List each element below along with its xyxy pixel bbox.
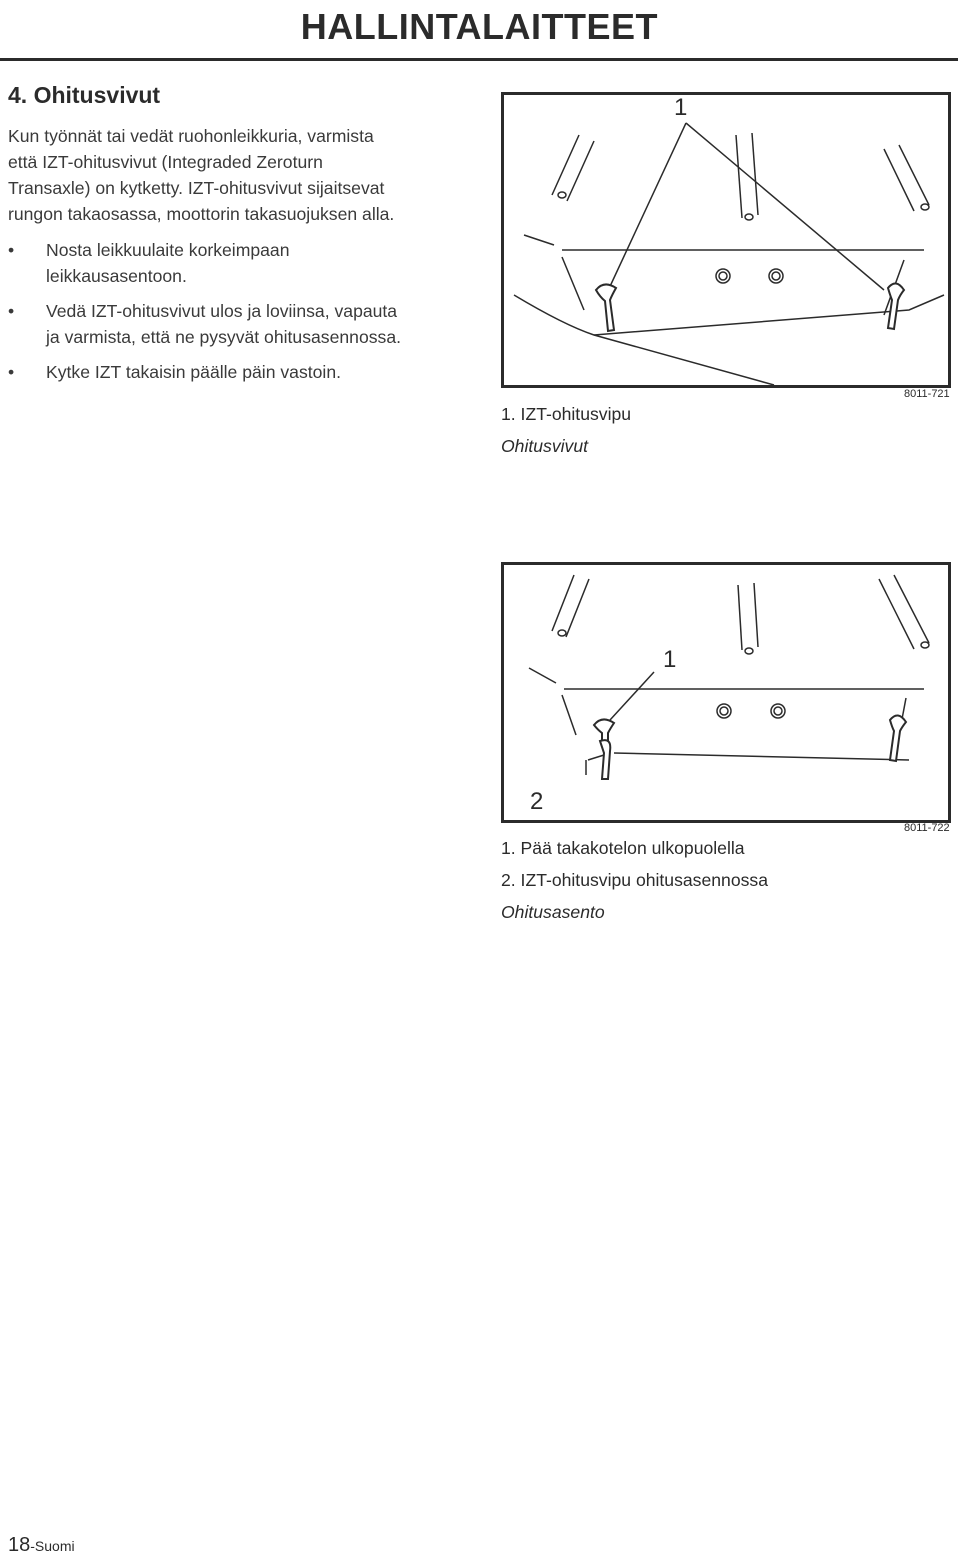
instruction-list	[8, 237, 403, 385]
mower-frame-drawing	[504, 565, 948, 820]
instruction-item	[8, 298, 403, 350]
figure-code: 8011-722	[904, 822, 950, 834]
bypass-lever-icon	[596, 283, 904, 331]
figure-caption: Ohitusvivut	[501, 436, 589, 456]
bullet-icon: •	[8, 362, 15, 382]
page-footer	[8, 1534, 75, 1557]
footer-language: -Suomi	[30, 1538, 75, 1554]
instructions-column	[8, 82, 403, 394]
page-number: 18	[8, 1534, 31, 1556]
bypass-position-illustration	[501, 562, 951, 823]
figure-code: 8011-721	[904, 388, 950, 400]
figure-legend: 2. IZT-ohitusvipu ohitusasennossa	[501, 870, 768, 890]
header-rule	[0, 58, 958, 61]
instruction-text: Kytke IZT takaisin päälle päin vastoin.	[46, 362, 342, 382]
instruction-item	[8, 237, 403, 289]
bullet-icon: •	[8, 301, 15, 321]
figure-legend: 1. Pää takakotelon ulkopuolella	[501, 838, 745, 858]
instruction-text: Nosta leikkuulaite korkeimpaan leikkausasentoon.	[46, 240, 290, 286]
callout-number: 1	[663, 646, 677, 673]
figure-legend: 1. IZT-ohitusvipu	[501, 404, 632, 424]
mower-frame-drawing	[504, 95, 948, 385]
callout-number: 2	[530, 788, 544, 815]
instruction-text: Vedä IZT-ohitusvivut ulos ja loviinsa, vapauta ja varmista, että ne pysyvät ohitusasennossa.	[46, 301, 401, 347]
instruction-item	[8, 359, 403, 385]
section-title: 4. Ohitusvivut	[8, 82, 161, 108]
bypass-lever-icon	[594, 715, 906, 779]
bypass-levers-illustration	[501, 92, 951, 388]
page-header-title: HALLINTALAITTEET	[300, 6, 658, 47]
callout-number: 1	[674, 94, 688, 121]
figure-caption: Ohitusasento	[501, 902, 605, 922]
bullet-icon: •	[8, 240, 15, 260]
intro-paragraph: Kun työnnät tai vedät ruohonleikkuria, varmista että IZT-ohitusvivut (Integraded Zeroturn Transaxle) on kytketty. IZT-ohitusvivut sijaitsevat rungon takaosassa, moottorin takasuojuksen alla.	[8, 126, 395, 224]
